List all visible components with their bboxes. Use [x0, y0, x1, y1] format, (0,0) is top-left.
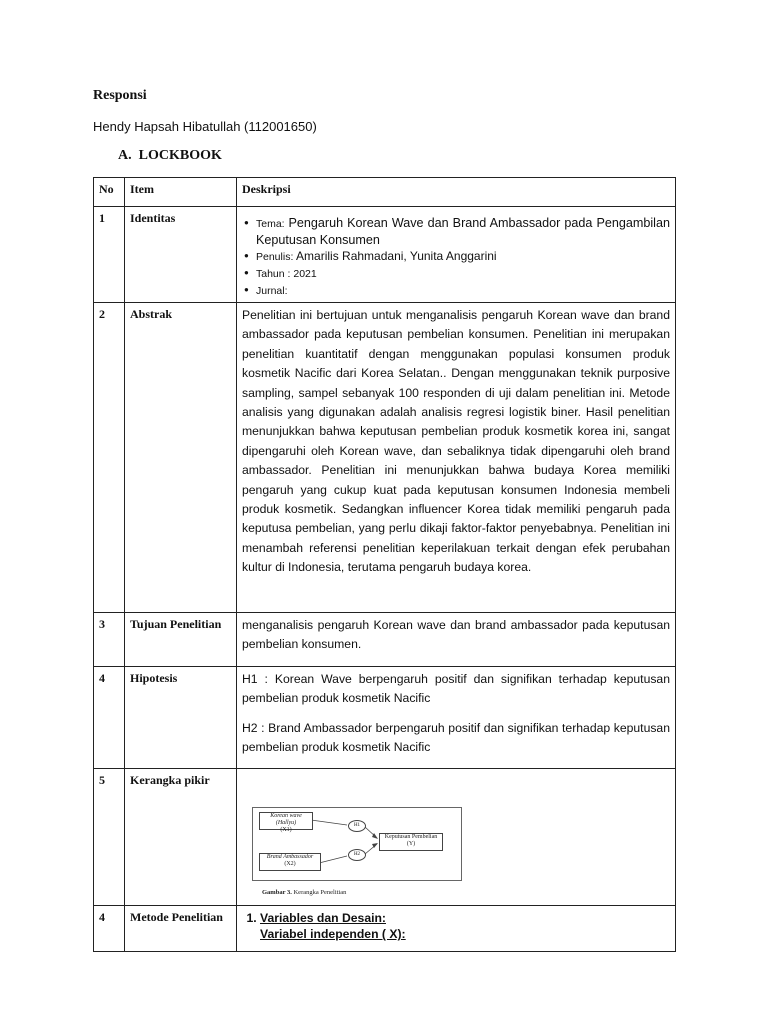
- row-item: Hipotesis: [125, 667, 237, 769]
- box-korean-wave: [259, 812, 313, 833]
- abstract-text: Penelitian ini bertujuan untuk menganalisis pengaruh Korean wave dan brand ambassador pada keputusan pembelian konsumen. Penelitian ini merupakan penelitian kuantitatif dengan menggunakan populasi konsumen produk kosmetik Nacific dari Korea Selatan.. Dengan menggunakan teknik purposive sampling, sampel sebanyak 100 responden di uji dalam penelitian ini. Metode analisis yang digunakan adalah analisis regresi logistik biner. Hasil penelitian menunjukkan bahwa keputusan pembelian produk kosmetik korea ini, sangat dipengaruhi oleh Korean wave, dan sebaliknya tidak dipengaruhi oleh brand ambassador. Penelitian ini menunjukkan bahwa budaya Korea memiliki pengaruh yang cukup kuat pada keputusan konsumen Indonesia membeli produk kosmetik. Sedangkan influencer Korea tidak memiliki pengaruh pada keputusa pembelian, yang perlu dikaji faktor-faktor penyebabnya. Penelitian ini menambah referensi penelitian keperilakuan terkait dengan efek perubahan kultur di Indonesia, terutama pengaruh budaya korea.: [237, 303, 676, 613]
- box-keputusan-label: Keputusan Pembelian: [384, 834, 438, 840]
- framework-figure: [242, 772, 670, 902]
- framework-diagram: [252, 807, 462, 881]
- row-description: [237, 207, 676, 303]
- tahun-text: Tahun : 2021: [256, 268, 317, 280]
- hypothesis-h1: H1 : Korean Wave berpengaruh positif dan signifikan terhadap keputusan pembelian produk kosmetik Nacific: [242, 672, 670, 706]
- caption-text: Kerangka Penelitian: [293, 889, 347, 896]
- jurnal-text: Jurnal:: [256, 285, 288, 297]
- metode-sub-1: Variabel independen ( X):: [260, 927, 406, 942]
- col-header-deskripsi: Deskripsi: [237, 178, 676, 207]
- tema-label: Tema:: [256, 218, 285, 230]
- box-keputusan-code: (Y): [406, 841, 416, 847]
- row-no: 1: [94, 207, 125, 303]
- table-row-metode: [94, 906, 676, 952]
- table-row-kerangka: [94, 769, 676, 906]
- penulis-label: Penulis:: [256, 251, 294, 263]
- row-item: Identitas: [125, 207, 237, 303]
- section-letter: A.: [118, 148, 132, 163]
- hypothesis-node-h2: H2: [348, 849, 366, 861]
- box-korean-wave-label: Korean wave (Hallyu): [270, 813, 302, 826]
- box-brand-ambassador-code: (X2): [284, 861, 296, 867]
- row-item: Metode Penelitian: [125, 906, 237, 952]
- table-row-tujuan: [94, 613, 676, 667]
- document-heading: Responsi: [93, 88, 147, 103]
- row-item: Abstrak: [125, 303, 237, 613]
- caption-label: Gambar 3.: [262, 889, 292, 896]
- box-korean-wave-code: (X1): [280, 827, 292, 833]
- box-keputusan: [379, 833, 443, 851]
- metode-point-1-text: Variables dan Desain:: [260, 911, 386, 926]
- author-line: Hendy Hapsah Hibatullah (112001650): [93, 119, 317, 134]
- list-item-penulis: [256, 248, 670, 265]
- col-header-item: Item: [125, 178, 237, 207]
- row-no: 2: [94, 303, 125, 613]
- lockbook-table: [93, 177, 676, 952]
- list-item-jurnal: [256, 282, 670, 299]
- hipotesis-cell: [237, 667, 676, 769]
- row-item: Tujuan Penelitian: [125, 613, 237, 667]
- table-header-row: [94, 178, 676, 207]
- metode-point-1: [260, 910, 670, 942]
- box-brand-ambassador-label: Brand Ambassador: [266, 854, 314, 860]
- figure-caption: [262, 883, 670, 902]
- col-header-no: No: [94, 178, 125, 207]
- list-item-tahun: [256, 265, 670, 282]
- table-row-identitas: [94, 207, 676, 303]
- section-title: [118, 148, 222, 164]
- hypothesis-node-h1: H1: [348, 820, 366, 832]
- row-no: 5: [94, 769, 125, 906]
- box-brand-ambassador: [259, 853, 321, 871]
- row-item: Kerangka pikir: [125, 769, 237, 906]
- identitas-list: [242, 215, 670, 299]
- tujuan-text: menganalisis pengaruh Korean wave dan brand ambassador pada keputusan pembelian konsumen.: [237, 613, 676, 667]
- table-row-abstrak: [94, 303, 676, 613]
- penulis-value: Amarilis Rahmadani, Yunita Anggarini: [296, 249, 497, 263]
- table-row-hipotesis: [94, 667, 676, 769]
- metode-list: [242, 910, 670, 942]
- tema-value: Pengaruh Korean Wave dan Brand Ambassador pada Pengambilan Keputusan Konsumen: [256, 216, 670, 247]
- metode-cell: [237, 906, 676, 952]
- row-no: 3: [94, 613, 125, 667]
- list-item-tema: [256, 215, 670, 248]
- row-no: 4: [94, 906, 125, 952]
- kerangka-cell: [237, 769, 676, 906]
- hypothesis-h2: H2 : Brand Ambassador berpengaruh positif dan signifikan terhadap keputusan pembelian produk kosmetik Nacific: [242, 720, 670, 755]
- section-name: LOCKBOOK: [138, 148, 222, 163]
- row-no: 4: [94, 667, 125, 769]
